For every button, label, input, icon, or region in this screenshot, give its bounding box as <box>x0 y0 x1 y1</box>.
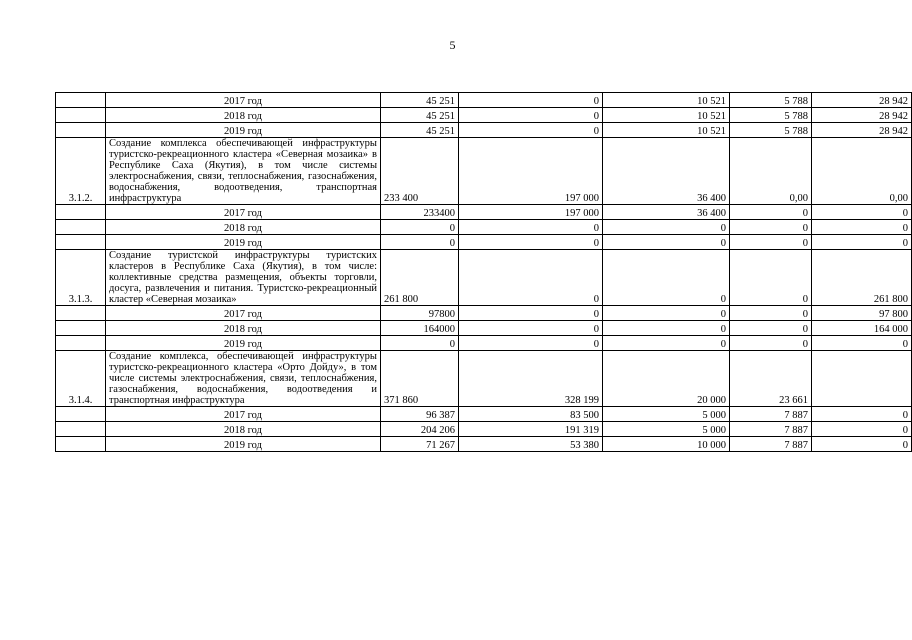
year-cell: 2018 год <box>106 422 381 437</box>
empty-code-cell <box>56 336 106 351</box>
year-cell: 2019 год <box>106 336 381 351</box>
year-total-cell: 233400 <box>381 205 459 220</box>
item-description-cell: Создание комплекса, обеспечивающей инфраструктуры туристско-рекреационного кластера «Орто Дойду», в том числе системы электроснабжения, связи, теплоснабжения, газоснабжения, водоснабжения, водоотведения и транспортная инфраструктура <box>106 351 381 407</box>
value-cell-1: 0 <box>459 220 603 235</box>
item-code-cell: 3.1.2. <box>56 138 106 205</box>
year-row <box>56 422 912 437</box>
value-cell-4: 0 <box>812 407 912 422</box>
value-cell-4: 28 942 <box>812 123 912 138</box>
value-cell-3: 0 <box>730 220 812 235</box>
value-cell-3: 7 887 <box>730 422 812 437</box>
year-cell: 2017 год <box>106 205 381 220</box>
year-cell: 2018 год <box>106 108 381 123</box>
value-cell-1: 191 319 <box>459 422 603 437</box>
value-cell-4: 261 800 <box>812 250 912 306</box>
item-code-cell: 3.1.4. <box>56 351 106 407</box>
item-row <box>56 138 912 205</box>
budget-table <box>55 92 912 452</box>
year-total-cell: 164000 <box>381 321 459 336</box>
value-cell-4: 97 800 <box>812 306 912 321</box>
year-total-cell: 45 251 <box>381 108 459 123</box>
item-total-cell: 233 400 <box>381 138 459 205</box>
value-cell-4: 0 <box>812 220 912 235</box>
year-cell: 2019 год <box>106 235 381 250</box>
value-cell-1: 0 <box>459 235 603 250</box>
empty-code-cell <box>56 108 106 123</box>
year-total-cell: 204 206 <box>381 422 459 437</box>
item-total-cell: 261 800 <box>381 250 459 306</box>
year-total-cell: 97800 <box>381 306 459 321</box>
empty-code-cell <box>56 422 106 437</box>
value-cell-2: 0 <box>603 220 730 235</box>
year-row <box>56 306 912 321</box>
value-cell-2: 0 <box>603 321 730 336</box>
year-row <box>56 407 912 422</box>
year-row <box>56 437 912 452</box>
value-cell-1: 197 000 <box>459 205 603 220</box>
value-cell-3: 5 788 <box>730 108 812 123</box>
empty-code-cell <box>56 93 106 108</box>
empty-code-cell <box>56 437 106 452</box>
value-cell-2: 10 000 <box>603 437 730 452</box>
value-cell-4: 0 <box>812 205 912 220</box>
empty-code-cell <box>56 407 106 422</box>
value-cell-3: 7 887 <box>730 437 812 452</box>
item-row <box>56 250 912 306</box>
item-code-cell: 3.1.3. <box>56 250 106 306</box>
empty-code-cell <box>56 321 106 336</box>
value-cell-4 <box>812 351 912 407</box>
value-cell-1: 0 <box>459 93 603 108</box>
value-cell-2: 0 <box>603 306 730 321</box>
year-row <box>56 321 912 336</box>
value-cell-2: 10 521 <box>603 93 730 108</box>
year-row <box>56 336 912 351</box>
year-cell: 2018 год <box>106 220 381 235</box>
value-cell-1: 0 <box>459 108 603 123</box>
year-row <box>56 93 912 108</box>
year-total-cell: 71 267 <box>381 437 459 452</box>
value-cell-3: 0 <box>730 321 812 336</box>
value-cell-1: 0 <box>459 321 603 336</box>
year-cell: 2019 год <box>106 123 381 138</box>
empty-code-cell <box>56 220 106 235</box>
value-cell-2: 10 521 <box>603 108 730 123</box>
value-cell-3: 0 <box>730 336 812 351</box>
year-cell: 2017 год <box>106 93 381 108</box>
empty-code-cell <box>56 306 106 321</box>
value-cell-2: 36 400 <box>603 138 730 205</box>
year-row <box>56 205 912 220</box>
item-description-cell: Создание комплекса обеспечивающей инфраструктуры туристско-рекреационного кластера «Северная мозаика» в Республике Саха (Якутия), в том числе системы электроснабжения, связи, теплоснабжения, газоснабжения, водоснабжения, водоотведения, транспортная инфраструктура <box>106 138 381 205</box>
table-body <box>56 93 912 452</box>
year-cell: 2017 год <box>106 407 381 422</box>
value-cell-3: 0 <box>730 250 812 306</box>
empty-code-cell <box>56 123 106 138</box>
value-cell-3: 7 887 <box>730 407 812 422</box>
year-total-cell: 0 <box>381 336 459 351</box>
year-row <box>56 123 912 138</box>
value-cell-3: 0,00 <box>730 138 812 205</box>
year-cell: 2017 год <box>106 306 381 321</box>
value-cell-2: 0 <box>603 235 730 250</box>
value-cell-1: 53 380 <box>459 437 603 452</box>
value-cell-4: 0 <box>812 336 912 351</box>
value-cell-3: 23 661 <box>730 351 812 407</box>
empty-code-cell <box>56 205 106 220</box>
year-cell: 2018 год <box>106 321 381 336</box>
value-cell-1: 0 <box>459 336 603 351</box>
value-cell-2: 10 521 <box>603 123 730 138</box>
value-cell-1: 0 <box>459 123 603 138</box>
value-cell-1: 83 500 <box>459 407 603 422</box>
value-cell-2: 0 <box>603 336 730 351</box>
value-cell-1: 0 <box>459 250 603 306</box>
year-cell: 2019 год <box>106 437 381 452</box>
value-cell-3: 5 788 <box>730 123 812 138</box>
year-row <box>56 108 912 123</box>
value-cell-2: 5 000 <box>603 422 730 437</box>
page-number: 5 <box>449 38 456 52</box>
value-cell-4: 0 <box>812 235 912 250</box>
value-cell-4: 164 000 <box>812 321 912 336</box>
year-row <box>56 220 912 235</box>
value-cell-2: 20 000 <box>603 351 730 407</box>
value-cell-3: 5 788 <box>730 93 812 108</box>
value-cell-1: 328 199 <box>459 351 603 407</box>
year-total-cell: 0 <box>381 220 459 235</box>
value-cell-2: 0 <box>603 250 730 306</box>
value-cell-1: 0 <box>459 306 603 321</box>
item-description-cell: Создание туристской инфраструктуры туристских кластеров в Республике Саха (Якутия), в том числе: коллективные средства размещения, объекты торговли, досуга, развлечения и питания. Туристско-рекреационный кластер «Северная мозаика» <box>106 250 381 306</box>
value-cell-2: 36 400 <box>603 205 730 220</box>
year-total-cell: 0 <box>381 235 459 250</box>
value-cell-2: 5 000 <box>603 407 730 422</box>
year-total-cell: 96 387 <box>381 407 459 422</box>
item-total-cell: 371 860 <box>381 351 459 407</box>
value-cell-3: 0 <box>730 306 812 321</box>
value-cell-3: 0 <box>730 235 812 250</box>
value-cell-4: 28 942 <box>812 108 912 123</box>
value-cell-4: 0 <box>812 422 912 437</box>
value-cell-3: 0 <box>730 205 812 220</box>
year-total-cell: 45 251 <box>381 123 459 138</box>
year-total-cell: 45 251 <box>381 93 459 108</box>
year-row <box>56 235 912 250</box>
value-cell-4: 0,00 <box>812 138 912 205</box>
value-cell-4: 28 942 <box>812 93 912 108</box>
value-cell-4: 0 <box>812 437 912 452</box>
value-cell-1: 197 000 <box>459 138 603 205</box>
empty-code-cell <box>56 235 106 250</box>
item-row <box>56 351 912 407</box>
